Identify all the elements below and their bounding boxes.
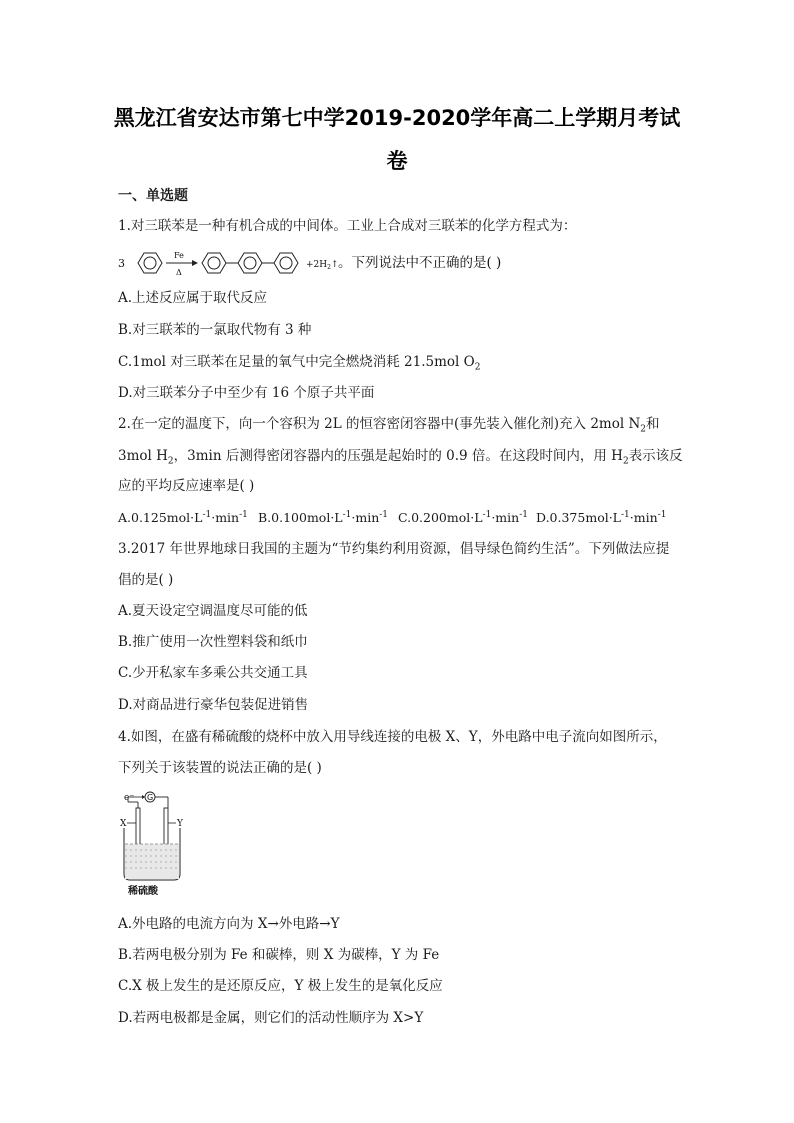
q1-reaction-equation [116,244,696,284]
figure-caption: 稀硫酸 [128,886,158,897]
electrode-y-label: Y [177,819,183,829]
exam-title-line2: 卷 [386,149,408,173]
electron-label: e− [124,792,135,803]
q3-option-a: A.夏天设定空调温度尽可能的低 [118,603,308,619]
section-heading: 一、单选题 [118,188,188,204]
q4-option-a: A.外电路的电流方向为 X→外电路→Y [118,916,340,932]
eq-heat: Δ [176,268,182,277]
q1-option-d: D.对三联苯分子中至少有 16 个原子共平面 [118,385,375,401]
galvanometer-label: G [147,793,154,802]
q4-option-c: C.X 极上发生的是还原反应，Y 极上发生的是氧化反应 [118,978,443,994]
q2-stem-line1: 2.在一定的温度下，向一个容积为 2L 的恒容密闭容器中(事先装入催化剂)充入 2mol $N_2$和 [118,416,660,435]
q3-option-d: D.对商品进行豪华包装促进销售 [118,697,309,713]
terphenyl-synthesis-diagram [116,244,341,284]
q4-stem-line1: 4.如图，在盛有稀硫酸的烧杯中放入用导线连接的电极 X、Y，外电路中电子流向如图所示， [118,729,667,745]
q2-option-b: $B.0.100mol\cdot L^{-1}\cdot\min^{-1}$ [258,509,389,525]
q3-stem-line1: 3.2017 年世界地球日我国的主题为“节约集约利用资源，倡导绿色简约生活”。下列做法应提 [118,541,670,557]
q4-option-d: D.若两电极都是金属，则它们的活动性顺序为 X>Y [118,1010,424,1026]
eq-catalyst: Fe [174,251,184,260]
q4-stem-line2: 下列关于该装置的说法正确的是( ) [118,760,322,776]
eq-coefficient: 3 [118,257,125,270]
q2-stem-line3: 应的平均反应速率是( ) [118,478,255,494]
q2-options-row [118,508,666,528]
eq-product-h2: $+2H_2↑$ [306,260,339,271]
exam-title-line1: 黑龙江省安达市第七中学2019-2020学年高二上学期月考试 [113,106,681,130]
q1-stem: 1.对三联苯是一种有机合成的中间体。工业上合成对三联苯的化学方程式为： [118,218,577,234]
q1-stem-tail: 。下列说法中不正确的是( ) [338,255,502,271]
terphenyl-structure [202,253,298,273]
q2-stem-line2: 3mol $H_2$，3min 后测得密闭容器内的压强是起始时的 0.9 倍。在这段时间内，用 $H_2$表示该反 [118,448,683,467]
q1-option-c: C.1mol 对三联苯在足量的氧气中完全燃烧消耗 21.5mol $O_2$ [118,354,481,373]
q2-option-d: $D.0.375mol\cdot L^{-1}\cdot\min^{-1}$ [536,509,667,525]
dilute-sulfuric-acid [125,844,179,879]
galvanic-cell-diagram [116,788,206,898]
q3-stem-line2: 倡的是( ) [118,572,174,588]
q3-option-b: B.推广使用一次性塑料袋和纸巾 [118,634,308,650]
q1-option-a: A.上述反应属于取代反应 [118,290,268,306]
q1-option-b: B.对三联苯的一氯取代物有 3 种 [118,322,312,338]
benzene-ring [138,253,162,273]
electrode-x-label: X [120,819,127,829]
q4-option-b: B.若两电极分别为 Fe 和碳棒，则 X 为碳棒，Y 为 Fe [118,947,440,963]
galvanic-cell-figure [116,788,206,898]
q2-option-c: $C.0.200mol\cdot L^{-1}\cdot\min^{-1}$ [398,509,528,525]
q2-option-a: $A.0.125mol\cdot L^{-1}\cdot\min^{-1}$ [118,509,248,525]
q3-option-c: C.少开私家车多乘公共交通工具 [118,665,308,681]
